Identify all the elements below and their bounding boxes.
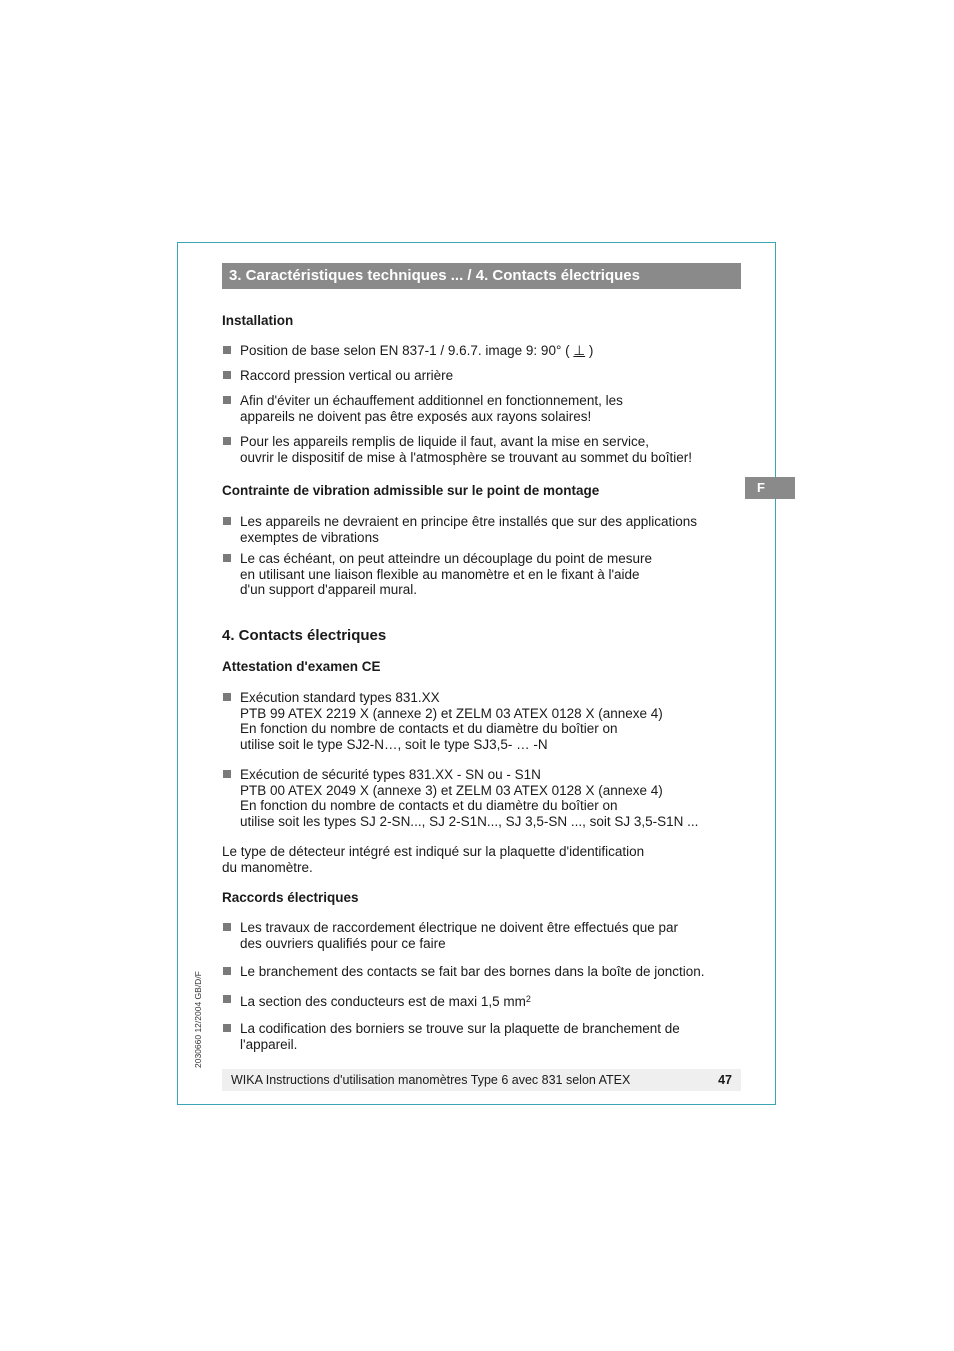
section-header-bar <box>222 263 741 289</box>
list-item-text: PTB 00 ATEX 2049 X (annexe 3) et ZELM 03 ATEX 0128 X (annexe 4) <box>240 782 663 798</box>
list-item <box>222 368 741 384</box>
page-number: 47 <box>718 1073 732 1087</box>
list-item-text: ) <box>585 343 594 358</box>
installation-heading: Installation <box>222 313 294 328</box>
list-item-text: Exécution standard types 831.XX <box>240 690 440 705</box>
list-item <box>222 992 741 1010</box>
list-item-text: l'appareil. <box>240 1036 298 1052</box>
list-item <box>222 964 741 980</box>
raccords-heading: Raccords électriques <box>222 890 359 905</box>
page-title: 3. Caractéristiques techniques ... / 4. Contacts électriques <box>229 267 640 284</box>
detector-paragraph <box>222 844 741 875</box>
list-item <box>222 434 741 465</box>
list-item <box>222 514 741 545</box>
list-item-text: Afin d'éviter un échauffement additionnel en fonctionnement, les <box>240 393 623 408</box>
list-item-text: En fonction du nombre de contacts et du diamètre du boîtier on <box>240 721 618 736</box>
list-item-text: utilise soit le type SJ2-N…, soit le type SJ3,5- … -N <box>240 736 548 752</box>
bullet-square-icon <box>223 693 231 701</box>
superscript-exponent: 2 <box>525 994 531 1004</box>
list-item-text: Le cas échéant, on peut atteindre un découplage du point de mesure <box>240 551 653 566</box>
language-tab-label: F <box>757 480 765 495</box>
paragraph-text: du manomètre. <box>222 859 313 875</box>
list-item-text: Les travaux de raccordement électrique ne doivent être effectués que par <box>240 920 679 935</box>
bullet-square-icon <box>223 967 231 975</box>
list-item-text: La section des conducteurs est de maxi 1,5 mm <box>240 994 526 1009</box>
document-code: 2030660 12/2004 GB/D/F <box>193 971 203 1068</box>
list-item-text: des ouvriers qualifiés pour ce faire <box>240 935 446 951</box>
bullet-square-icon <box>223 1024 231 1032</box>
list-item <box>222 343 741 359</box>
list-item-text: en utilisant une liaison flexible au manomètre et en le fixant à l'aide <box>240 566 640 582</box>
list-item <box>222 551 741 598</box>
paragraph-text: Le type de détecteur intégré est indiqué sur la plaquette d'identification <box>222 844 645 859</box>
list-item-text: Pour les appareils remplis de liquide il faut, avant la mise en service, <box>240 434 649 449</box>
bullet-square-icon <box>223 437 231 445</box>
list-item <box>222 393 741 424</box>
list-item-text: d'un support d'appareil mural. <box>240 582 418 597</box>
list-item-text: La codification des borniers se trouve sur la plaquette de branchement de <box>240 1021 680 1036</box>
bullet-square-icon <box>223 396 231 404</box>
bullet-square-icon <box>223 346 231 354</box>
bullet-square-icon <box>223 995 231 1003</box>
bullet-square-icon <box>223 770 231 778</box>
list-item <box>222 1021 741 1052</box>
footer-text: WIKA Instructions d'utilisation manomètres Type 6 avec 831 selon ATEX <box>231 1073 631 1087</box>
list-item-text: PTB 99 ATEX 2219 X (annexe 2) et ZELM 03 ATEX 0128 X (annexe 4) <box>240 705 663 721</box>
list-item-text: Les appareils ne devraient en principe être installés que sur des applications <box>240 514 698 529</box>
bullet-square-icon <box>223 923 231 931</box>
language-tab[interactable] <box>745 477 795 499</box>
list-item-text: Le branchement des contacts se fait bar des bornes dans la boîte de jonction. <box>240 964 705 979</box>
list-item-text: utilise soit les types SJ 2-SN..., SJ 2-S1N..., SJ 3,5-SN ..., soit SJ 3,5-S1N ... <box>240 813 699 829</box>
list-item-text: Position de base selon EN 837-1 / 9.6.7. image 9: 90° ( <box>240 343 574 358</box>
list-item-text: appareils ne doivent pas être exposés aux rayons solaires! <box>240 408 592 424</box>
list-item <box>222 920 741 951</box>
list-item-text: exemptes de vibrations <box>240 529 379 545</box>
list-item-text: Raccord pression vertical ou arrière <box>240 368 454 383</box>
bullet-square-icon <box>223 517 231 525</box>
list-item <box>222 690 741 752</box>
contacts-heading: 4. Contacts électriques <box>222 627 387 644</box>
vibration-heading: Contrainte de vibration admissible sur le point de montage <box>222 483 600 498</box>
attestation-heading: Attestation d'examen CE <box>222 659 381 674</box>
perpendicular-symbol: ⊥ <box>573 343 586 358</box>
bullet-square-icon <box>223 371 231 379</box>
list-item-text: ouvrir le dispositif de mise à l'atmosphère se trouvant au sommet du boîtier! <box>240 449 693 465</box>
list-item-text: En fonction du nombre de contacts et du diamètre du boîtier on <box>240 798 618 813</box>
list-item-text: Exécution de sécurité types 831.XX - SN ou - S1N <box>240 767 541 782</box>
footer-bar <box>222 1069 741 1091</box>
bullet-square-icon <box>223 554 231 562</box>
list-item <box>222 767 741 829</box>
